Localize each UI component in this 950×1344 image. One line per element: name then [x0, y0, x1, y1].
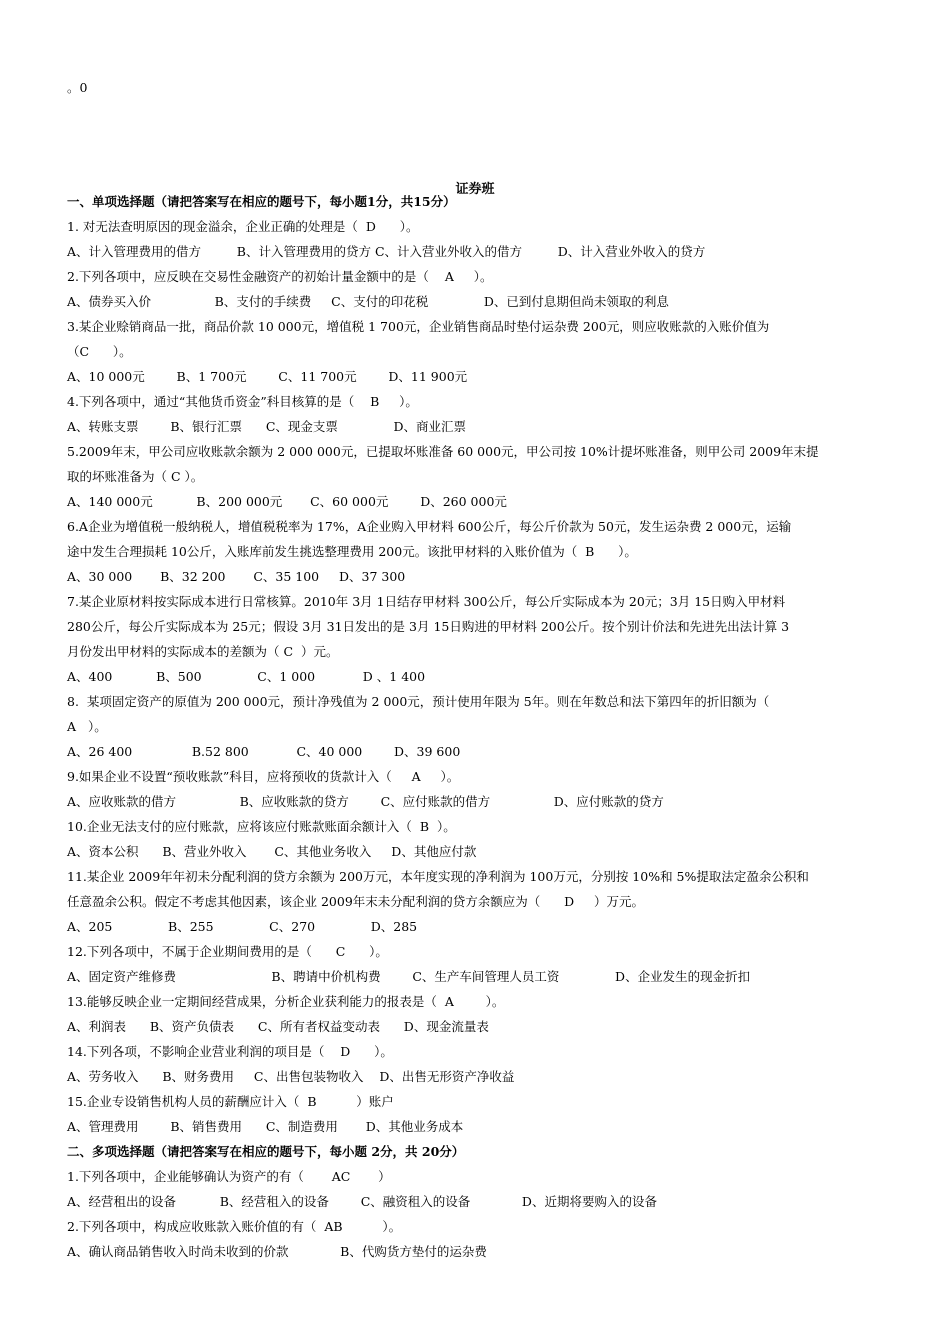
text-line: A、计入管理费用的借方 B、计入管理费用的贷方 C、计入营业外收入的借方 D、计入营业外收入的贷方 [67, 244, 706, 259]
text-line: A、确认商品销售收入时尚未收到的价款 B、代购货方垫付的运杂费 [67, 1244, 487, 1259]
text-line: A、资本公积 B、营业外收入 C、其他业务收入 D、其他应付款 [67, 844, 477, 859]
text-line: 6.A企业为增值税一般纳税人，增值税税率为 17%，A企业购入甲材料 600公斤，每公斤价款为 50元，发生运杂费 2 000元，运输 [67, 519, 792, 534]
text-line: 3.某企业赊销商品一批，商品价款 10 000元，增值税 1 700元，企业销售商品时垫付运杂费 200元，则应收账款的入账价值为 [67, 319, 770, 334]
text-line: 任意盈余公积。假定不考虑其他因素，该企业 2009年末未分配利润的贷方余额应为（ D ）万元。 [67, 894, 645, 909]
text-line: A、30 000 B、32 200 C、35 100 D、37 300 [67, 569, 406, 584]
text-line: A、140 000元 B、200 000元 C、60 000元 D、260 000元 [67, 494, 507, 509]
text-line: 15.企业专设销售机构人员的薪酬应计入（ B ）账户 [67, 1094, 394, 1109]
text-line: 途中发生合理损耗 10公斤，入账库前发生挑选整理费用 200元。该批甲材料的入账价值为（ B ）。 [67, 544, 637, 559]
text-line: A、债券买入价 B、支付的手续费 C、支付的印花税 D、已到付息期但尚未领取的利息 [67, 294, 669, 309]
text-line: A、400 B、500 C、1 000 D 、1 400 [67, 669, 426, 684]
top-mark: 。0 [67, 80, 88, 95]
text-line: 11.某企业 2009年年初未分配利润的贷方余额为 200万元，本年度实现的净利润为 100万元，分别按 10%和 5%提取法定盈余公积和 [67, 869, 809, 884]
text-line: A、利润表 B、资产负债表 C、所有者权益变动表 D、现金流量表 [67, 1019, 489, 1034]
text-line: 4.下列各项中，通过“其他货币资金”科目核算的是（ B ）。 [67, 394, 418, 409]
text-line: A、26 400 B.52 800 C、40 000 D、39 600 [67, 744, 461, 759]
text-line: 9.如果企业不设置“预收账款”科目，应将预收的货款计入（ A ）。 [67, 769, 460, 784]
text-line: 13.能够反映企业一定期间经营成果，分析企业获利能力的报表是（ A ）。 [67, 994, 505, 1009]
text-line: A、经营租出的设备 B、经营租入的设备 C、融资租入的设备 D、近期将要购入的设备 [67, 1194, 657, 1209]
text-line: 8. 某项固定资产的原值为 200 000元，预计净残值为 2 000元，预计使用年限为 5年。则在年数总和法下第四年的折旧额为（ [67, 694, 770, 709]
text-line: 月份发出甲材料的实际成本的差额为（ C ）元。 [67, 644, 339, 659]
page-title: 证券班 [455, 182, 495, 197]
text-line: 14.下列各项，不影响企业营业利润的项目是（ D ）。 [67, 1044, 393, 1059]
text-line: 2.下列各项中，构成应收账款入账价值的有（ AB ）。 [67, 1219, 402, 1234]
text-line: A、205 B、255 C、270 D、285 [67, 919, 418, 934]
text-line: 5.2009年末，甲公司应收账款余额为 2 000 000元，已提取坏账准备 60 000元，甲公司按 10%计提坏账准备，则甲公司 2009年末提 [67, 444, 819, 459]
text-line: 280公斤，每公斤实际成本为 25元；假设 3月 31日发出的是 3月 15日购进的甲材料 200公斤。按个别计价法和先进先出法计算 3 [67, 619, 790, 634]
text-line: 2.下列各项中，应反映在交易性金融资产的初始计量金额中的是（ A ）。 [67, 269, 493, 284]
text-line: A、管理费用 B、销售费用 C、制造费用 D、其他业务成本 [67, 1119, 464, 1134]
text-line: 1.下列各项中，企业能够确认为资产的有（ AC ） [67, 1169, 391, 1184]
text-line: A、10 000元 B、1 700元 C、11 700元 D、11 900元 [67, 369, 468, 384]
text-line: A、应收账款的借方 B、应收账款的贷方 C、应付账款的借方 D、应付账款的贷方 [67, 794, 664, 809]
text-line: 1. 对无法查明原因的现金溢余，企业正确的处理是（ D ）。 [67, 219, 419, 234]
section-heading: 二、多项选择题（请把答案写在相应的题号下，每小题 2分，共 20分） [67, 1144, 465, 1159]
text-line: 10.企业无法支付的应付账款，应将该应付账款账面余额计入（ B ）。 [67, 819, 456, 834]
text-line: （C ）。 [67, 344, 132, 359]
text-line: 取的坏账准备为（ C ）。 [67, 469, 204, 484]
text-line: A、固定资产维修费 B、聘请中价机构费 C、生产车间管理人员工资 D、企业发生的现金折扣 [67, 969, 751, 984]
text-line: A、转账支票 B、银行汇票 C、现金支票 D、商业汇票 [67, 419, 467, 434]
text-line: A ）。 [67, 719, 107, 734]
text-line: 12.下列各项中，不属于企业期间费用的是（ C ）。 [67, 944, 388, 959]
text-line: A、劳务收入 B、财务费用 C、出售包装物收入 D、出售无形资产净收益 [67, 1069, 515, 1084]
text-line: 7.某企业原材料按实际成本进行日常核算。2010年 3月 1日结存甲材料 300公斤，每公斤实际成本为 20元；3月 15日购入甲材料 [67, 594, 786, 609]
section-heading: 一、单项选择题（请把答案写在相应的题号下，每小题1分，共15分） [67, 194, 456, 209]
